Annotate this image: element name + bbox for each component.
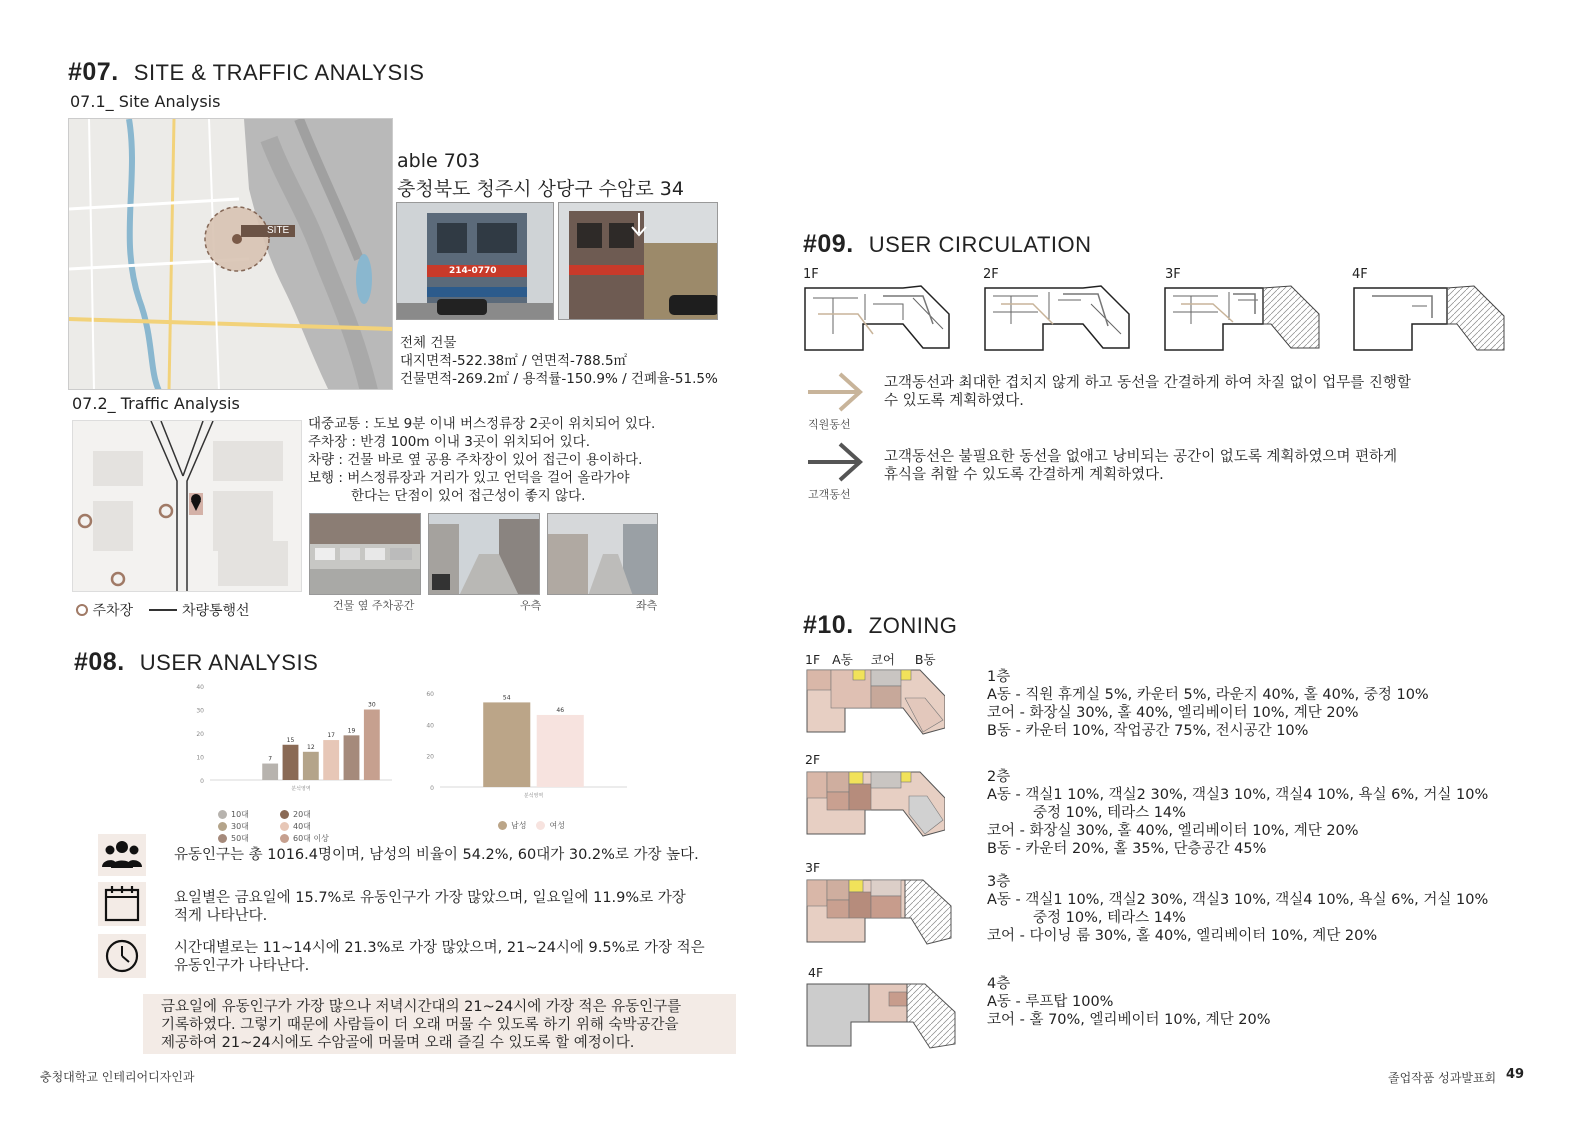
- bar: [537, 715, 584, 787]
- legend-swatch: [218, 810, 227, 819]
- staff-text-line: 수 있도록 계획하였다.: [884, 393, 1024, 409]
- floor-label: 2F: [983, 267, 999, 282]
- legend-swatch: [498, 821, 507, 830]
- y-tick-label: 20: [196, 731, 204, 738]
- staff-arrow-icon: [806, 370, 866, 414]
- bar: [303, 752, 319, 780]
- zoning-text: [987, 668, 1515, 1029]
- guest-label: 고객동선: [808, 488, 851, 501]
- footer-left: 충청대학교 인테리어디자인과: [40, 1070, 195, 1084]
- parking-legend-label: 주차장: [92, 603, 134, 619]
- zoning-line: A동 - 직원 휴게실 5%, 카운터 5%, 라운지 40%, 홀 40%, 중정 10%: [987, 687, 1429, 703]
- floor-label: 3F: [1165, 267, 1181, 282]
- legend-item: [218, 821, 270, 832]
- bar-value-label: 19: [347, 727, 356, 735]
- zoning-line: 코어 - 홀 70%, 엘리베이터 10%, 계단 20%: [987, 1012, 1271, 1028]
- traffic-map-graphic: [73, 421, 302, 592]
- photo-caption: 좌측: [636, 599, 658, 612]
- people-icon: [98, 834, 146, 876]
- bar-value-label: 7: [268, 755, 273, 763]
- legend-item: [536, 820, 564, 831]
- road-legend-icon: [149, 609, 177, 611]
- zoning-line: 코어 - 다이닝 룸 30%, 홀 40%, 엘리베이터 10%, 계단 20%: [987, 928, 1378, 944]
- traffic-line: 차량 : 건물 바로 옆 공용 주차장이 있어 접근이 용이하다.: [308, 452, 643, 468]
- traffic-text: [308, 415, 655, 505]
- fact-line: 적게 나타난다.: [174, 908, 268, 924]
- legend-item: [218, 809, 270, 820]
- summary-line: 제공하여 21~24시에도 수암골에 머물며 오래 즐길 수 있도록 할 예정이다.: [161, 1035, 635, 1051]
- circulation-plan-1f: [803, 284, 953, 354]
- legend-label: 10대: [231, 810, 249, 819]
- zoning-line: B동 - 카운터 20%, 홀 35%, 단층공간 45%: [987, 841, 1267, 857]
- plan-label-2f: 2F: [805, 752, 821, 767]
- section-number: #10.: [803, 611, 854, 639]
- zoning-line: 중정 10%, 테라스 14%: [1033, 910, 1186, 926]
- legend-swatch: [218, 822, 227, 831]
- floor-label: 1F: [803, 267, 819, 282]
- bar-value-label: 12: [307, 743, 315, 751]
- plan-label-core: 코어: [870, 652, 895, 667]
- fact-line: 유동인구는 총 1016.4명이며, 남성의 비율이 54.2%, 60대가 30.2%로 가장 높다.: [174, 847, 699, 863]
- clock-icon: [98, 934, 146, 978]
- legend-label: 남성: [511, 821, 527, 830]
- traffic-line: 대중교통 : 도보 9분 이내 버스정류장 2곳이 위치되어 있다.: [308, 416, 656, 432]
- zoning-floor-head: 3층: [987, 874, 1011, 890]
- building-photo-side: [558, 202, 718, 320]
- legend-item: [218, 833, 270, 844]
- section-title: SITE & TRAFFIC ANALYSIS: [133, 60, 425, 85]
- legend-item: [498, 820, 526, 831]
- traffic-map: [72, 420, 302, 592]
- section-title: ZONING: [868, 613, 958, 638]
- road-legend-label: 차량통행선: [181, 603, 250, 619]
- staff-label: 직원동선: [808, 418, 851, 431]
- floor-label: 4F: [1352, 267, 1368, 282]
- y-tick-label: 30: [196, 707, 204, 715]
- photo-caption: 건물 옆 주차공간: [333, 599, 415, 612]
- staff-text: [884, 374, 1411, 410]
- building-photo-front: [396, 202, 554, 320]
- parking-legend-icon: [76, 604, 88, 616]
- guest-text-line: 고객동선은 불필요한 동선을 없애고 낭비되는 공간이 없도록 계획하였으며 편하게: [884, 449, 1398, 465]
- legend-label: 50대: [231, 834, 249, 843]
- site-map-graphic: [69, 119, 393, 390]
- plan-label-a: A동: [832, 652, 853, 667]
- legend-item: [280, 821, 332, 832]
- y-tick-label: 20: [426, 753, 434, 761]
- gender-chart: [420, 685, 635, 830]
- legend-label: 60대 이상: [293, 834, 329, 843]
- x-axis-label: 분석영역: [291, 786, 311, 792]
- y-tick-label: 60: [426, 691, 434, 698]
- bar-value-label: 46: [556, 706, 565, 714]
- zoning-line: 중정 10%, 테라스 14%: [1033, 805, 1186, 821]
- bar: [483, 702, 530, 787]
- y-tick-label: 0: [200, 778, 204, 785]
- x-axis-label: 분석영역: [523, 793, 544, 799]
- section-title: USER ANALYSIS: [139, 650, 319, 675]
- y-tick-label: 40: [426, 722, 434, 730]
- guest-text-line: 휴식을 취할 수 있도록 간결하게 계획하였다.: [884, 467, 1164, 483]
- y-tick-label: 40: [196, 684, 204, 691]
- section-number: #09.: [803, 230, 854, 258]
- section-number: #08.: [74, 648, 125, 676]
- calendar-icon: [98, 882, 146, 926]
- building-line2: 건물면적-269.2㎡ / 용적률-150.9% / 건폐율-51.5%: [400, 371, 718, 387]
- bar: [323, 740, 339, 780]
- subsection-traffic-analysis: 07.2_ Traffic Analysis: [72, 394, 240, 413]
- section-08-heading: [74, 648, 318, 677]
- legend-label: 40대: [293, 822, 311, 831]
- bar-value-label: 15: [286, 736, 295, 744]
- section-09-heading: [803, 230, 1092, 259]
- gender-chart-legend: [498, 815, 618, 834]
- section-10-heading: [803, 611, 957, 640]
- age-chart: [190, 678, 400, 843]
- summary-line: 금요일에 유동인구가 가장 많으나 저녁시간대의 21~24시에 가장 적은 유동인구를: [161, 999, 682, 1015]
- legend-swatch: [280, 810, 289, 819]
- zoning-plan-4f: [805, 982, 960, 1050]
- summary-box: [143, 994, 736, 1054]
- site-map: [68, 118, 393, 390]
- zoning-floor-head: 2층: [987, 769, 1011, 785]
- summary-line: 기록하였다. 그렇기 때문에 사람들이 더 오래 머물 수 있도록 하기 위해 숙박공간을: [161, 1017, 679, 1033]
- zoning-floor-head: 4층: [987, 976, 1011, 992]
- guest-text: [884, 448, 1397, 484]
- y-tick-label: 0: [430, 785, 434, 792]
- traffic-line: 주차장 : 반경 100m 이내 3곳이 위치되어 있다.: [308, 434, 591, 450]
- staff-text-line: 고객동선과 최대한 겹치지 않게 하고 동선을 간결하게 하여 차질 없이 업무를 진행할: [884, 375, 1411, 391]
- section-title: USER CIRCULATION: [868, 232, 1092, 257]
- circulation-plan-4f: [1352, 284, 1507, 354]
- zoning-line: 코어 - 화장실 30%, 홀 40%, 엘리베이터 10%, 계단 20%: [987, 823, 1359, 839]
- site-marker-label: SITE: [267, 225, 290, 236]
- circulation-plan-2f: [983, 284, 1133, 354]
- building-line1: 대지면적-522.38㎡ / 연면적-788.5㎡: [400, 353, 628, 369]
- plan-label-3f: 3F: [805, 860, 821, 875]
- plan-label-4f: 4F: [808, 965, 824, 980]
- section-07-heading: [68, 58, 424, 87]
- legend-swatch: [218, 834, 227, 843]
- gender-chart-svg: [420, 685, 635, 805]
- bar: [262, 764, 278, 780]
- bar: [283, 745, 299, 780]
- section-number: #07.: [68, 58, 119, 86]
- age-chart-legend: [218, 808, 398, 844]
- photo-left: [547, 513, 658, 595]
- zoning-plan-2f: [805, 770, 945, 838]
- zoning-plan-3f: [805, 878, 955, 946]
- plan-label-1f: 1F: [805, 652, 821, 667]
- legend-label: 30대: [231, 822, 249, 831]
- address-line2: 충청북도 청주시 상당구 수암로 34: [397, 178, 684, 200]
- zoning-line: A동 - 루프탑 100%: [987, 994, 1114, 1010]
- plan-label-b: B동: [914, 652, 936, 667]
- zoning-line: 코어 - 화장실 30%, 홀 40%, 엘리베이터 10%, 계단 20%: [987, 705, 1359, 721]
- page-number: 49: [1506, 1067, 1525, 1082]
- sign-text: 214-0770: [449, 266, 497, 276]
- traffic-line: 한다는 단점이 있어 접근성이 좋지 않다.: [351, 488, 586, 504]
- zoning-plan-labels: [805, 650, 936, 668]
- bar-value-label: 30: [368, 701, 376, 709]
- address-line1: able 703: [397, 150, 480, 172]
- y-tick-label: 10: [196, 754, 204, 762]
- legend-label: 20대: [293, 810, 311, 819]
- zoning-plan-1f: [805, 668, 945, 736]
- photo-right: [428, 513, 540, 595]
- bar: [344, 735, 360, 780]
- legend-item: [280, 833, 332, 844]
- photo-parking: [309, 513, 421, 595]
- legend-item: [280, 809, 332, 820]
- bar: [364, 710, 380, 781]
- legend-swatch: [280, 834, 289, 843]
- zoning-floor-head: 1층: [987, 669, 1011, 685]
- circulation-plan-3f: [1163, 284, 1323, 354]
- legend-swatch: [280, 822, 289, 831]
- zoning-line: A동 - 객실1 10%, 객실2 30%, 객실3 10%, 객실4 10%, 욕실 6%, 거실 10%: [987, 787, 1489, 803]
- fact-line: 시간대별로는 11~14시에 21.3%로 가장 많았으며, 21~24시에 9.5%로 가장 적은: [174, 940, 705, 956]
- building-head: 전체 건물: [400, 335, 457, 351]
- bar-value-label: 17: [327, 732, 335, 740]
- fact-line: 요일별은 금요일에 15.7%로 유동인구가 가장 많았으며, 일요일에 11.9%로 가장: [174, 890, 686, 906]
- fact-line: 유동인구가 나타난다.: [174, 958, 310, 974]
- guest-arrow-icon: [806, 440, 866, 484]
- traffic-map-legend: [76, 600, 250, 620]
- age-chart-svg: [190, 678, 400, 798]
- footer-right: 졸업작품 성과발표회: [1388, 1071, 1497, 1085]
- legend-label: 여성: [549, 821, 565, 830]
- legend-swatch: [536, 821, 545, 830]
- traffic-line: 보행 : 버스정류장과 거리가 있고 언덕을 걸어 올라가야: [308, 470, 630, 486]
- bar-value-label: 54: [502, 694, 511, 702]
- zoning-line: B동 - 카운터 10%, 작업공간 75%, 전시공간 10%: [987, 723, 1309, 739]
- photo-caption: 우측: [520, 599, 542, 612]
- subsection-site-analysis: 07.1_ Site Analysis: [70, 92, 221, 111]
- zoning-line: A동 - 객실1 10%, 객실2 30%, 객실3 10%, 객실4 10%, 욕실 6%, 거실 10%: [987, 892, 1489, 908]
